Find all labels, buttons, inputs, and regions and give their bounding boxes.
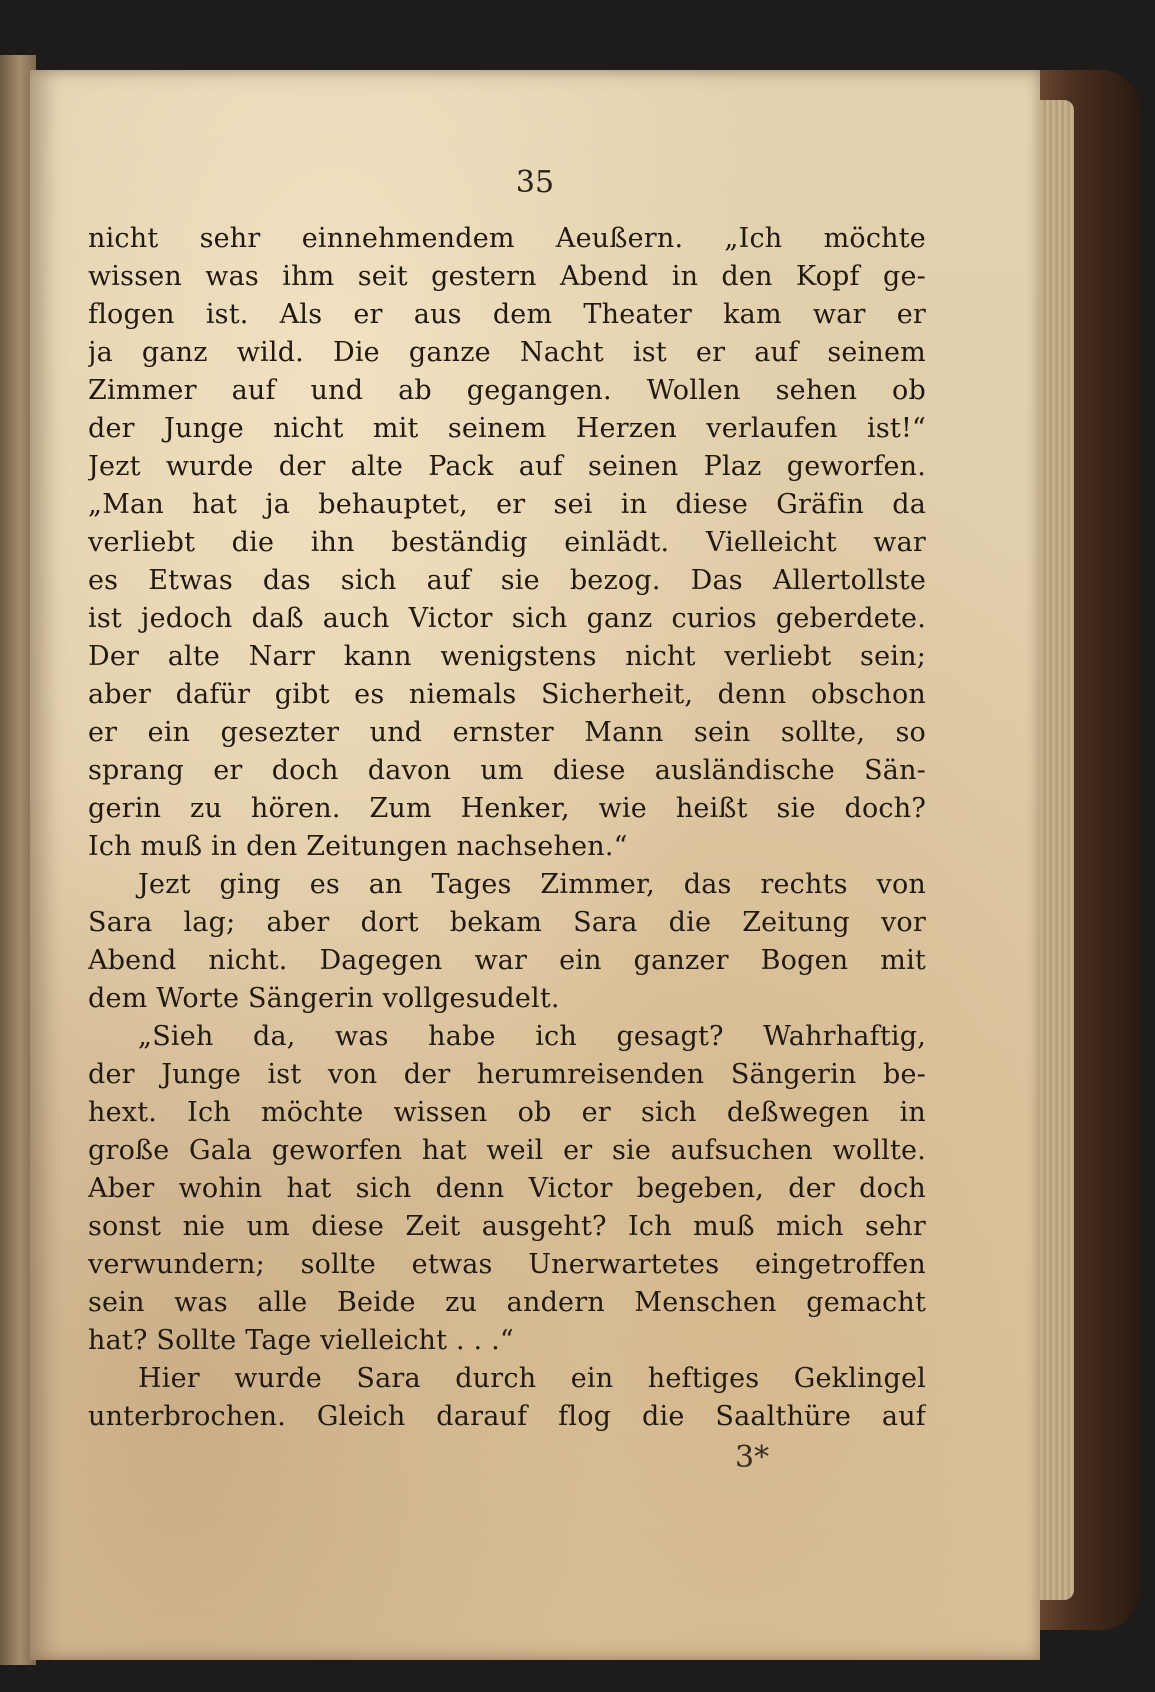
text-line: „Man hat ja behauptet, er sei in diese Gräfin da (88, 489, 926, 520)
text-line: Aber wohin hat sich denn Victor begeben, der doch (88, 1173, 926, 1204)
signature-mark: 3* (735, 1440, 770, 1475)
text-line: es Etwas das sich auf sie bezog. Das Allertollste (88, 565, 926, 596)
text-line: Ich muß in den Zeitungen nachsehen.“ (88, 831, 628, 862)
text-line: hext. Ich möchte wissen ob er sich deßwegen in (88, 1097, 926, 1128)
text-line: flogen ist. Als er aus dem Theater kam war er (88, 299, 926, 330)
page-text (88, 220, 926, 1436)
text-line: aber dafür gibt es niemals Sicherheit, denn obschon (88, 679, 926, 710)
text-line: sonst nie um diese Zeit ausgeht? Ich muß mich sehr (88, 1211, 926, 1242)
text-line: verwundern; sollte etwas Unerwartetes eingetroffen (88, 1249, 926, 1280)
text-line: Jezt ging es an Tages Zimmer, das rechts von (138, 869, 926, 900)
text-line: hat? Sollte Tage vielleicht . . .“ (88, 1325, 514, 1356)
text-line: unterbrochen. Gleich darauf flog die Saalthüre auf (88, 1401, 926, 1432)
text-line: ja ganz wild. Die ganze Nacht ist er auf seinem (88, 337, 926, 368)
text-line: er ein gesezter und ernster Mann sein sollte, so (88, 717, 926, 748)
text-line: wissen was ihm seit gestern Abend in den Kopf ge- (88, 261, 926, 292)
text-line: nicht sehr einnehmendem Aeußern. „Ich möchte (88, 223, 926, 254)
text-line: Zimmer auf und ab gegangen. Wollen sehen ob (88, 375, 926, 406)
text-line: Abend nicht. Dagegen war ein ganzer Bogen mit (88, 945, 926, 976)
text-line: verliebt die ihn beständig einlädt. Vielleicht war (88, 527, 926, 558)
text-line: gerin zu hören. Zum Henker, wie heißt sie doch? (88, 793, 926, 824)
text-line: ist jedoch daß auch Victor sich ganz curios geberdete. (88, 603, 926, 634)
text-line: der Junge nicht mit seinem Herzen verlaufen ist!“ (88, 413, 926, 444)
text-line: „Sieh da, was habe ich gesagt? Wahrhaftig, (138, 1021, 926, 1052)
text-line: Hier wurde Sara durch ein heftiges Geklingel (138, 1363, 926, 1394)
book-page (30, 70, 1040, 1660)
text-line: große Gala geworfen hat weil er sie aufsuchen wollte. (88, 1135, 926, 1166)
text-line: dem Worte Sängerin vollgesudelt. (88, 983, 560, 1014)
page-number: 35 (515, 165, 555, 200)
text-line: der Junge ist von der herumreisenden Sängerin be- (88, 1059, 926, 1090)
text-line: Jezt wurde der alte Pack auf seinen Plaz geworfen. (88, 451, 926, 482)
text-line: sein was alle Beide zu andern Menschen gemacht (88, 1287, 926, 1318)
text-line: sprang er doch davon um diese ausländische Sän- (88, 755, 926, 786)
text-line: Sara lag; aber dort bekam Sara die Zeitung vor (88, 907, 926, 938)
text-line: Der alte Narr kann wenigstens nicht verliebt sein; (88, 641, 926, 672)
